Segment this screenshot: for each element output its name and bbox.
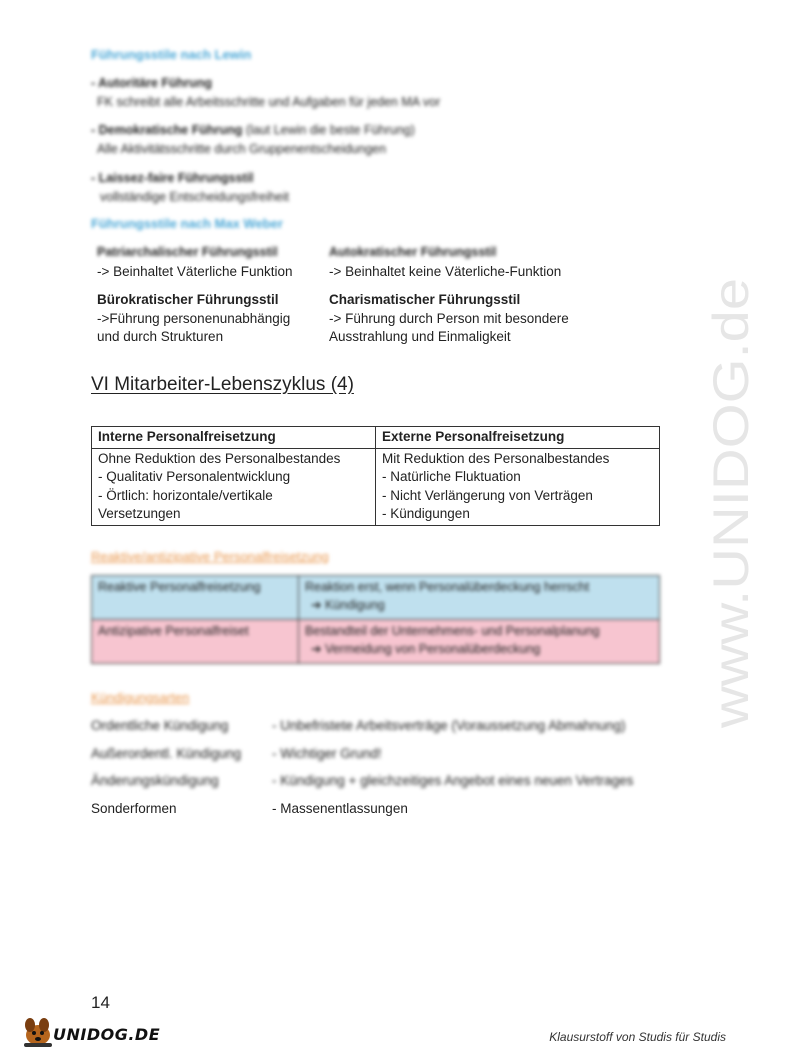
lewin-item-note: (laut Lewin die beste Führung) [245, 123, 415, 137]
table-row [92, 576, 660, 620]
cell-line: Versetzungen [98, 506, 181, 521]
weber-cell-title: Charismatischer Führungsstil [329, 292, 521, 307]
cell-line: Mit Reduktion des Personalbestandes [382, 450, 610, 466]
cell-line: - Nicht Verlängerung von Verträgen [382, 487, 593, 503]
dog-mascot-icon [24, 1018, 52, 1047]
reaktiv-table [91, 575, 660, 664]
weber-cell-title: Patriarchalischer Führungsstil [97, 245, 278, 259]
cell-line: - Natürliche Fluktuation [382, 469, 521, 484]
kuendigung-desc: - Kündigung + gleichzeitiges Angebot eines neuen Vertrages [272, 773, 634, 788]
reaktiv-heading: Reaktive/antizipative Personalfreisetzung [91, 549, 329, 564]
weber-cell-line: -> Beinhaltet keine Väterliche-Funktion [329, 264, 562, 279]
kuendigung-term: Ordentliche Kündigung [91, 718, 229, 733]
kuendigung-term: Änderungskündigung [91, 773, 219, 788]
table-header-row [92, 427, 660, 449]
weber-cell-line: Ausstrahlung und Einmaligkeit [329, 329, 511, 344]
kuendigung-heading: Kündigungsarten [91, 690, 190, 705]
lewin-item-desc: FK schreibt alle Arbeitsschritte und Aufgaben für jeden MA vor [97, 95, 441, 109]
table-cell [299, 620, 660, 664]
cell-line: - Örtlich: horizontale/vertikale [98, 487, 273, 503]
kuendigung-term: Außerordentl. Kündigung [91, 746, 242, 761]
cell-line: Reaktion erst, wenn Personalüberdeckung herrscht [305, 580, 590, 594]
table-row [92, 448, 660, 525]
page-number: 14 [91, 993, 110, 1012]
cell-line: - Qualitativ Personalentwicklung [98, 469, 291, 484]
logo-text: UNIDOG.DE [53, 1025, 161, 1044]
weber-cell-title: Autokratischer Führungsstil [329, 245, 497, 259]
freisetzung-table [91, 426, 660, 526]
table-cell [376, 448, 660, 525]
footer-tagline: Klausurstoff von Studis für Studis [549, 1030, 726, 1044]
table-header-cell: Externe Personalfreisetzung [376, 427, 660, 449]
table-cell [299, 576, 660, 620]
lewin-item-title: - Autoritäre Führung [91, 76, 213, 90]
table-cell: Antizipative Personalfreiset [92, 620, 299, 664]
weber-heading: Führungsstile nach Max Weber [91, 216, 283, 231]
weber-cell-line: -> Führung durch Person mit besondere [329, 311, 569, 326]
kuendigung-desc: - Wichtiger Grund! [272, 746, 382, 761]
section-title: VI Mitarbeiter-Lebenszyklus (4) [91, 374, 354, 395]
weber-cell-line: und durch Strukturen [97, 329, 224, 344]
lewin-item-desc: Alle Aktivitätsschritte durch Gruppenentscheidungen [97, 142, 387, 156]
kuendigung-term: Sonderformen [91, 801, 177, 816]
lewin-item-title: - Laissez-faire Führungsstil [91, 171, 254, 185]
weber-cell-line: ->Führung personenunabhängig [97, 311, 291, 326]
lewin-item-title: - Demokratische Führung [91, 123, 243, 137]
kuendigung-desc: - Massenentlassungen [272, 801, 408, 816]
cell-line: ➔ Kündigung [311, 598, 385, 612]
cell-line: - Kündigungen [382, 506, 470, 521]
cell-line: Ohne Reduktion des Personalbestandes [98, 450, 341, 466]
weber-cell-title: Bürokratischer Führungsstil [97, 292, 279, 307]
watermark-text: www.UNIDOG.de [703, 339, 759, 728]
table-cell: Reaktive Personalfreisetzung [92, 576, 299, 620]
weber-cell-line: -> Beinhaltet Väterliche Funktion [97, 264, 293, 279]
cell-line: ➔ Vermeidung von Personalüberdeckung [311, 642, 541, 656]
kuendigung-desc: - Unbefristete Arbeitsverträge (Voraussetzung Abmahnung) [272, 718, 626, 733]
table-row [92, 620, 660, 664]
table-header-cell: Interne Personalfreisetzung [92, 427, 376, 449]
lewin-item-desc: vollständige Entscheidungsfreiheit [100, 190, 290, 204]
cell-line: Bestandteil der Unternehmens- und Personalplanung [305, 624, 600, 638]
lewin-heading: Führungsstile nach Lewin [91, 47, 252, 62]
table-cell [92, 448, 376, 525]
watermark [640, 270, 800, 740]
lewin-item-line [91, 121, 415, 140]
